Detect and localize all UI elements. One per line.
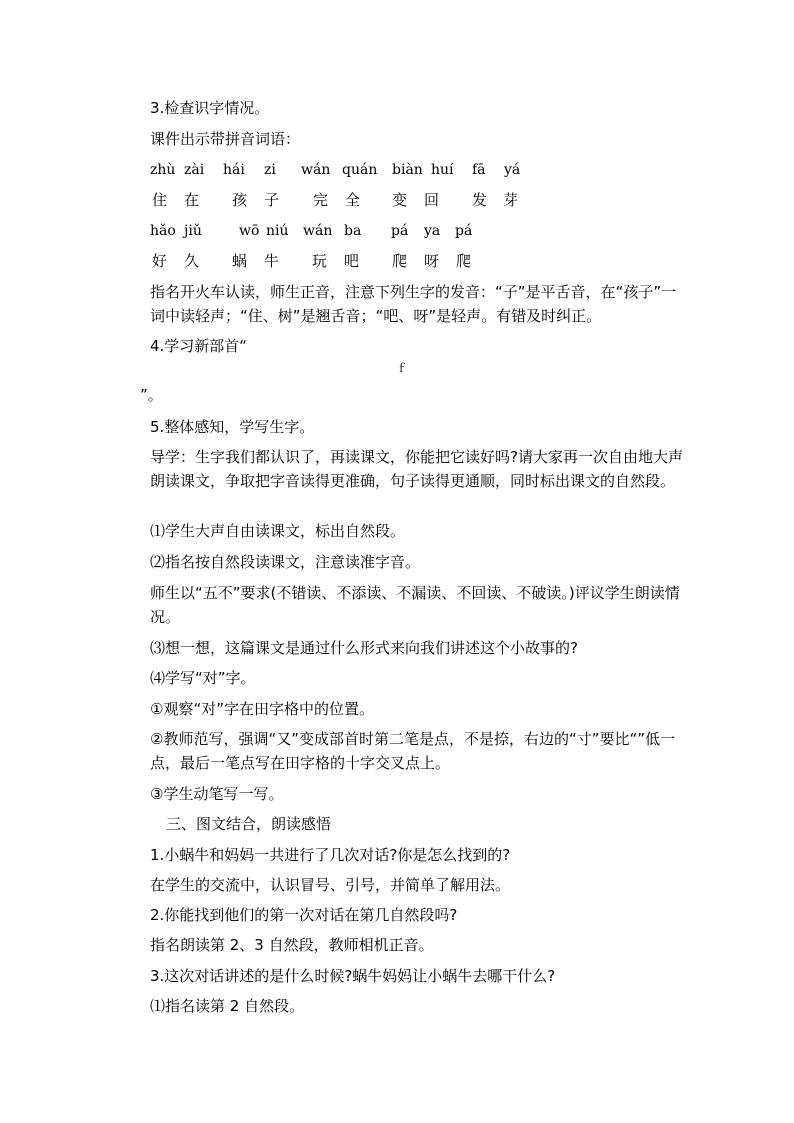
sub-step-1: ⑴学生大声自由读课文，标出自然段。: [150, 522, 406, 540]
hanzi: 住: [152, 191, 168, 209]
sub-step-4: ⑷学写“对”字。: [150, 669, 256, 687]
hanzi: 回: [424, 191, 440, 209]
pinyin: yá: [504, 162, 521, 178]
guidance-paragraph: 导学：生字我们都认识了，再读课文，你能把它读好吗?请大家再一次自由地大声朗读课文，争取把字音读得更准确，句子读得更通顺，同时标出课文的自然段。: [150, 448, 683, 490]
sub-step-3: ⑶想一想，这篇课文是通过什么形式来向我们讲述这个小故事的?: [150, 639, 578, 657]
hanzi: 发: [472, 191, 488, 209]
question-1: 1.小蜗牛和妈妈一共进行了几次对话?你是怎么找到的?: [150, 846, 511, 864]
pinyin: jiǔ: [184, 223, 202, 239]
hanzi: 完: [313, 191, 329, 209]
pinyin: zhù: [150, 162, 176, 178]
pinyin: niú: [266, 223, 289, 239]
pinyin: quán: [342, 162, 378, 178]
question-3: 3.这次对话讲述的是什么时候?蜗牛妈妈让小蜗牛去哪干什么?: [150, 967, 556, 985]
answer-2: 指名朗读第 2、3 自然段，教师相机正音。: [150, 936, 434, 954]
circle-step-3: ③学生动笔写一写。: [150, 785, 284, 803]
pinyin: hǎo: [150, 223, 176, 239]
question-2: 2.你能找到他们的第一次对话在第几自然段吗?: [150, 906, 458, 924]
pinyin: huí: [431, 162, 454, 178]
pinyin: biàn: [392, 162, 423, 178]
pinyin: ya: [424, 223, 441, 239]
step-5-heading: 5.整体感知，学写生字。: [150, 418, 315, 436]
hanzi: 蜗: [232, 252, 248, 270]
circle-step-2: ②教师范写，强调“又”变成部首时第二笔是点，不是捺，右边的“寸”要比“”低一点，最后一笔点写在田字格的十字交叉点上。: [150, 730, 676, 772]
pinyin: wō: [239, 223, 260, 239]
five-no-requirement: 师生以“五不”要求(不错读、不添读、不漏读、不回读、不破读。)评议学生朗读情况。: [150, 584, 680, 626]
pinyin: zài: [184, 162, 205, 178]
hanzi: 好: [152, 252, 168, 270]
pinyin: zi: [264, 162, 276, 178]
section-3-heading: 三、图文结合，朗读感悟: [166, 815, 332, 833]
pronunciation-note: 指名开火车认读，师生正音，注意下列生字的发音：“子”是平舌音，在“孩子”一词中读轻声；“住、树”是翘舌音；“吧、呀”是轻声。有错及时纠正。: [150, 283, 677, 325]
hanzi: 牛: [264, 252, 280, 270]
step-3-heading: 3.检查识字情况。: [150, 99, 270, 117]
hanzi: 玩: [312, 252, 328, 270]
hanzi: 变: [392, 191, 408, 209]
pinyin: wán: [301, 162, 331, 178]
hanzi: 久: [184, 252, 200, 270]
hanzi: 全: [345, 191, 361, 209]
step-4-heading: 4.学习新部首“: [150, 337, 248, 355]
hanzi: 呀: [424, 252, 440, 270]
pinyin: pá: [455, 223, 473, 239]
radical-glyph: ｆ: [396, 362, 407, 375]
pinyin: pá: [391, 223, 409, 239]
pinyin: fā: [472, 162, 486, 178]
circle-step-1: ①观察“对”字在田字格中的位置。: [150, 700, 374, 718]
pinyin: wán: [303, 223, 333, 239]
courseware-intro: 课件出示带拼音词语：: [150, 130, 301, 148]
step-4-closing-quote: ”。: [140, 386, 163, 404]
pinyin: hái: [223, 162, 245, 178]
hanzi: 吧: [344, 252, 360, 270]
hanzi: 子: [264, 191, 280, 209]
hanzi: 在: [184, 191, 200, 209]
pinyin: ba: [344, 223, 362, 239]
answer-1: 在学生的交流中，认识冒号、引号，并简单了解用法。: [150, 876, 511, 894]
hanzi: 芽: [503, 191, 519, 209]
sub-step-read-2: ⑴指名读第 2 自然段。: [150, 997, 305, 1015]
sub-step-2: ⑵指名按自然段读课文，注意读准字音。: [150, 553, 421, 571]
hanzi: 孩: [232, 191, 248, 209]
hanzi: 爬: [392, 252, 408, 270]
hanzi: 爬: [456, 252, 472, 270]
